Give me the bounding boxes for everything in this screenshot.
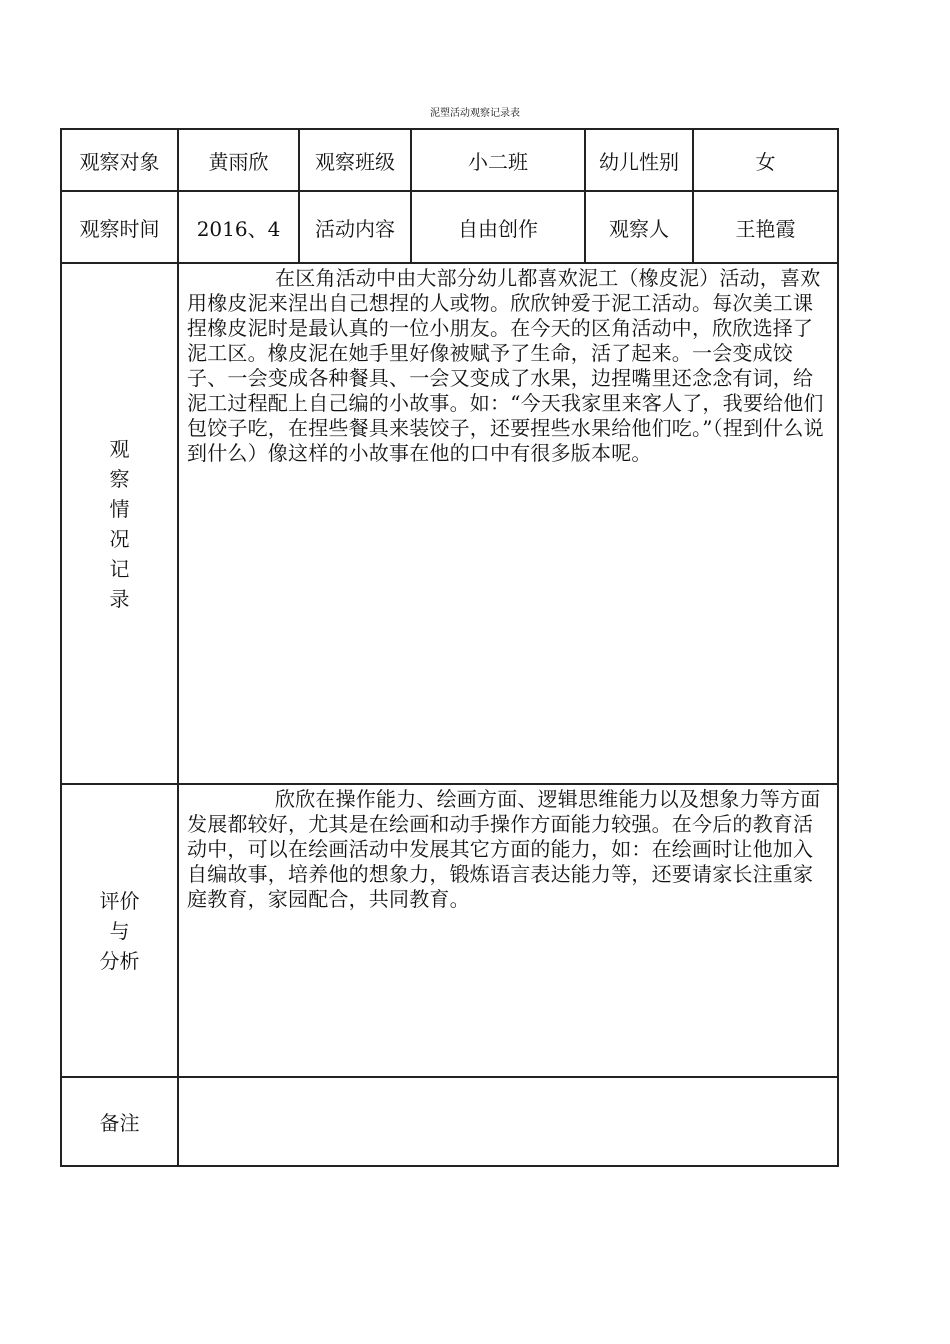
observe-target-label: 观察对象 xyxy=(61,129,178,191)
table-row xyxy=(61,1077,838,1166)
observation-record-table xyxy=(60,128,839,1167)
notes-label: 备注 xyxy=(61,1077,178,1166)
record-content xyxy=(178,263,838,784)
gender-label: 幼儿性别 xyxy=(585,129,693,191)
record-text: 在区角活动中由大部分幼儿都喜欢泥工（橡皮泥）活动，喜欢用橡皮泥来涅出自己想捏的人或物。欣欣钟爱于泥工活动。每次美工课捏橡皮泥时是最认真的一位小朋友。在今天的区角活动中，欣欣选择了泥工区。橡皮泥在她手里好像被赋予了生命，活了起来。一会变成饺子、一会变成各种餐具、一会又变成了水果，边捏嘴里还念念有词，给泥工过程配上自己编的小故事。如：“今天我家里来客人了，我要给他们包饺子吃，在捏些餐具来装饺子，还要捏些水果给他们吃。”（捏到什么说到什么）像这样的小故事在他的口中有很多版本呢。 xyxy=(187,266,824,465)
class-value: 小二班 xyxy=(411,129,585,191)
observer-value: 王艳霞 xyxy=(693,191,838,263)
record-label-char: 录 xyxy=(109,586,130,611)
record-label-char: 观 xyxy=(109,436,130,461)
activity-value: 自由创作 xyxy=(411,191,585,263)
table-row xyxy=(61,129,838,191)
observe-target-value: 黄雨欣 xyxy=(178,129,299,191)
time-label: 观察时间 xyxy=(61,191,178,263)
time-value: 2016、4 xyxy=(178,191,299,263)
record-label-char: 情 xyxy=(109,496,130,521)
class-label: 观察班级 xyxy=(299,129,411,191)
analysis-content xyxy=(178,784,838,1077)
table-row xyxy=(61,784,838,1077)
record-label-char: 察 xyxy=(109,466,130,491)
record-label xyxy=(61,263,178,784)
gender-value: 女 xyxy=(693,129,838,191)
analysis-label-line: 与 xyxy=(109,918,130,943)
notes-value xyxy=(178,1077,838,1166)
analysis-label-line: 分析 xyxy=(99,948,140,973)
table-row xyxy=(61,263,838,784)
analysis-label xyxy=(61,784,178,1077)
document-title: 泥塑活动观察记录表 xyxy=(430,108,520,119)
analysis-text: 欣欣在操作能力、绘画方面、逻辑思维能力以及想象力等方面发展都较好，尤其是在绘画和动手操作方面能力较强。在今后的教育活动中，可以在绘画活动中发展其它方面的能力，如：在绘画时让他加入自编故事，培养他的想象力，锻炼语言表达能力等，还要请家长注重家庭教育，家园配合，共同教育。 xyxy=(187,787,821,911)
activity-label: 活动内容 xyxy=(299,191,411,263)
table-row xyxy=(61,191,838,263)
record-label-char: 况 xyxy=(109,526,130,551)
analysis-label-line: 评价 xyxy=(99,888,140,913)
observer-label: 观察人 xyxy=(585,191,693,263)
record-label-char: 记 xyxy=(109,556,130,581)
